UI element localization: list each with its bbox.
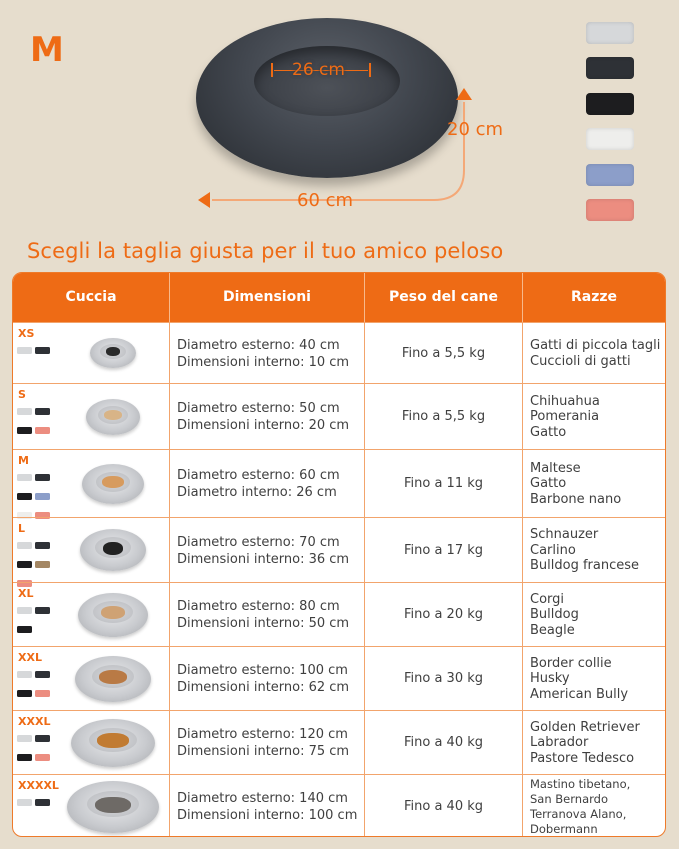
breed-item: Husky — [530, 671, 570, 687]
cell-peso — [365, 647, 523, 710]
cell-cuccia — [13, 647, 170, 710]
breeds-list — [530, 592, 579, 639]
cell-cuccia — [13, 775, 170, 837]
cell-peso — [365, 775, 523, 837]
breed-item: Cuccioli di gatti — [530, 353, 631, 369]
mini-swatch — [35, 735, 50, 742]
weight-text: Fino a 5,5 kg — [401, 409, 486, 424]
table-header — [13, 273, 665, 322]
weight-text: Fino a 5,5 kg — [401, 345, 486, 361]
color-swatch[interactable] — [586, 93, 634, 115]
pet-bed-image — [86, 399, 140, 435]
table-row — [13, 582, 665, 646]
table-row — [13, 322, 665, 383]
mini-swatch — [35, 607, 50, 614]
header-cuccia: Cuccia — [13, 273, 170, 322]
breed-item: Carlino — [530, 542, 576, 558]
cell-razze — [523, 450, 665, 517]
mini-swatch — [35, 427, 50, 434]
breed-item: Bulldog francese — [530, 558, 640, 574]
pet-icon — [97, 733, 129, 748]
dimension-text — [177, 790, 357, 824]
inner-diameter: Dimensioni interno: 36 cm — [177, 551, 350, 567]
table-row — [13, 774, 665, 837]
mini-swatch — [35, 561, 50, 568]
size-label: XXL — [18, 651, 42, 664]
mini-swatch — [17, 493, 32, 500]
mini-swatch — [17, 347, 32, 354]
cell-dimensioni — [170, 323, 365, 383]
outer-diameter: Diametro esterno: 70 cm — [177, 534, 340, 550]
table-row — [13, 383, 665, 449]
mini-swatch — [17, 607, 32, 614]
mini-swatch — [17, 754, 32, 761]
mini-swatch — [35, 474, 50, 481]
outer-diameter: Diametro esterno: 100 cm — [177, 663, 348, 678]
breeds-list — [530, 394, 600, 441]
pet-icon — [101, 606, 125, 619]
size-label: XXXXL — [18, 779, 59, 792]
pet-bed-image — [75, 656, 151, 702]
size-label: M — [18, 454, 29, 467]
mini-swatch — [35, 408, 50, 415]
breed-item: Labrador — [530, 735, 589, 751]
inner-diameter: Dimensioni interno: 75 cm — [177, 744, 350, 759]
inner-diameter: Dimensioni interno: 10 cm — [177, 354, 350, 370]
cell-peso — [365, 518, 523, 582]
mini-swatch — [17, 542, 32, 549]
breed-item: Gatto — [530, 424, 567, 440]
dimension-text — [177, 534, 349, 568]
mini-swatch — [17, 799, 32, 806]
mini-swatch — [17, 735, 32, 742]
size-label: XL — [18, 587, 34, 600]
breed-item: Beagle — [530, 622, 575, 638]
weight-text: Fino a 40 kg — [403, 799, 484, 814]
mini-color-swatches — [17, 794, 57, 813]
cell-razze — [523, 647, 665, 710]
inner-diameter: Dimensioni interno: 100 cm — [177, 808, 358, 823]
size-label: S — [18, 388, 26, 401]
breed-item: Corgi — [530, 591, 565, 607]
mini-swatch — [35, 347, 50, 354]
cell-dimensioni — [170, 450, 365, 517]
weight-text: Fino a 40 kg — [403, 735, 484, 750]
color-swatch[interactable] — [586, 57, 634, 79]
header-dimensioni: Dimensioni — [170, 273, 365, 322]
header-razze: Razze — [570, 289, 618, 305]
pet-icon — [103, 542, 123, 555]
cell-peso — [365, 711, 523, 774]
color-swatch[interactable] — [586, 128, 634, 150]
table-row — [13, 710, 665, 774]
outer-diameter: Diametro esterno: 50 cm — [177, 401, 340, 416]
mini-swatch — [35, 671, 50, 678]
inner-diameter: Diametro interno: 26 cm — [177, 485, 337, 500]
cell-dimensioni — [170, 775, 365, 837]
cell-cuccia — [13, 518, 170, 582]
pet-bed-image — [67, 781, 159, 833]
color-swatch[interactable] — [586, 199, 634, 221]
breeds-list — [530, 720, 640, 767]
outer-diameter: Diametro esterno: 140 cm — [177, 791, 348, 806]
pet-icon — [95, 797, 131, 813]
outer-diameter: Diametro esterno: 60 cm — [177, 468, 340, 483]
pet-bed-image — [90, 338, 136, 368]
breed-item: Pastore Tedesco — [530, 750, 635, 766]
mini-swatch — [17, 408, 32, 415]
cell-peso — [365, 384, 523, 449]
breed-item: Gatto — [530, 476, 567, 492]
breed-item: Golden Retriever — [530, 719, 640, 735]
mini-swatch — [35, 754, 50, 761]
cell-peso — [365, 450, 523, 517]
breed-item: Border collie — [530, 655, 612, 671]
mini-color-swatches — [17, 666, 57, 704]
color-swatch[interactable] — [586, 164, 634, 186]
dimension-text — [177, 337, 349, 371]
outer-diameter: Diametro esterno: 120 cm — [177, 727, 348, 742]
pet-bed-image — [78, 593, 148, 637]
outer-diameter: Diametro esterno: 80 cm — [177, 599, 340, 614]
breeds-list — [530, 527, 639, 574]
mini-swatch — [17, 626, 32, 633]
cell-cuccia — [13, 711, 170, 774]
pet-icon — [106, 347, 120, 356]
pet-bed-image — [80, 529, 146, 571]
cell-peso — [365, 583, 523, 646]
size-label: XXXL — [18, 715, 51, 728]
outer-diameter: Diametro esterno: 40 cm — [177, 337, 340, 353]
mini-swatch — [35, 799, 50, 806]
mini-swatch — [17, 690, 32, 697]
header-peso: Peso del cane — [365, 273, 523, 322]
headline: Scegli la taglia giusta per il tuo amico peloso — [27, 239, 504, 263]
breeds-list — [530, 656, 628, 703]
breed-item: Chihuahua — [530, 393, 600, 409]
inner-diameter: Dimensioni interno: 50 cm — [177, 616, 350, 631]
pet-icon — [102, 476, 124, 488]
size-label: XS — [18, 327, 35, 340]
cell-peso — [365, 323, 523, 383]
cell-cuccia — [13, 583, 170, 646]
breed-item: Dobermann — [530, 822, 598, 836]
mini-swatch — [17, 561, 32, 568]
pet-icon — [99, 670, 127, 684]
dimension-text — [177, 726, 349, 760]
cell-razze — [523, 711, 665, 774]
cell-cuccia — [13, 323, 170, 383]
breeds-list — [530, 777, 630, 837]
cell-razze — [523, 775, 665, 837]
cell-cuccia — [13, 384, 170, 449]
table-row — [13, 646, 665, 710]
breed-item: Barbone nano — [530, 491, 622, 507]
mini-swatch — [17, 427, 32, 434]
weight-text: Fino a 17 kg — [403, 542, 484, 558]
dimension-text — [177, 662, 349, 696]
dimension-text — [177, 467, 340, 501]
cell-cuccia — [13, 450, 170, 517]
mini-color-swatches — [17, 342, 57, 361]
inner-diameter-marker — [271, 60, 371, 80]
weight-text: Fino a 30 kg — [403, 671, 484, 686]
mini-swatch — [35, 542, 50, 549]
mini-color-swatches — [17, 403, 57, 441]
mini-swatch — [35, 493, 50, 500]
inner-diameter-label: 26 cm — [292, 60, 345, 80]
breeds-list — [530, 338, 660, 369]
color-swatch[interactable] — [586, 22, 634, 44]
cell-dimensioni — [170, 518, 365, 582]
dimension-text — [177, 400, 349, 434]
cell-razze — [523, 518, 665, 582]
mini-swatch — [35, 690, 50, 697]
breeds-list — [530, 461, 621, 508]
cell-razze — [523, 583, 665, 646]
breed-item: San Bernardo — [530, 792, 608, 806]
pet-bed-image — [82, 464, 144, 504]
mini-swatch — [17, 671, 32, 678]
weight-text: Fino a 20 kg — [403, 607, 484, 622]
size-letter: M — [30, 30, 64, 70]
table-row — [13, 517, 665, 582]
mini-swatch — [17, 474, 32, 481]
breed-item: Bulldog — [530, 607, 579, 623]
color-swatches — [586, 22, 634, 234]
mini-color-swatches — [17, 602, 57, 640]
breed-item: Mastino tibetano, — [530, 777, 631, 791]
inner-diameter: Dimensioni interno: 20 cm — [177, 418, 350, 433]
size-table — [12, 272, 666, 837]
dimension-text — [177, 598, 349, 632]
breed-item: Gatti di piccola tagli — [530, 338, 661, 353]
pet-icon — [104, 410, 122, 420]
breed-item: Maltese — [530, 460, 581, 476]
cell-razze — [523, 384, 665, 449]
pet-bed-image — [71, 719, 155, 767]
cell-dimensioni — [170, 384, 365, 449]
breed-item: Terranova Alano, — [530, 807, 627, 821]
weight-text: Fino a 11 kg — [403, 476, 484, 491]
breed-item: Schnauzer — [530, 527, 599, 543]
mini-color-swatches — [17, 730, 57, 768]
cell-dimensioni — [170, 647, 365, 710]
size-label: L — [18, 522, 26, 535]
cell-dimensioni — [170, 711, 365, 774]
outer-diameter-label: 60 cm — [297, 190, 354, 211]
cell-razze — [523, 323, 665, 383]
breed-item: American Bully — [530, 686, 629, 702]
cell-dimensioni — [170, 583, 365, 646]
height-label: 20 cm — [447, 119, 504, 140]
table-row — [13, 449, 665, 517]
inner-diameter: Dimensioni interno: 62 cm — [177, 680, 350, 695]
breed-item: Pomerania — [530, 409, 600, 425]
